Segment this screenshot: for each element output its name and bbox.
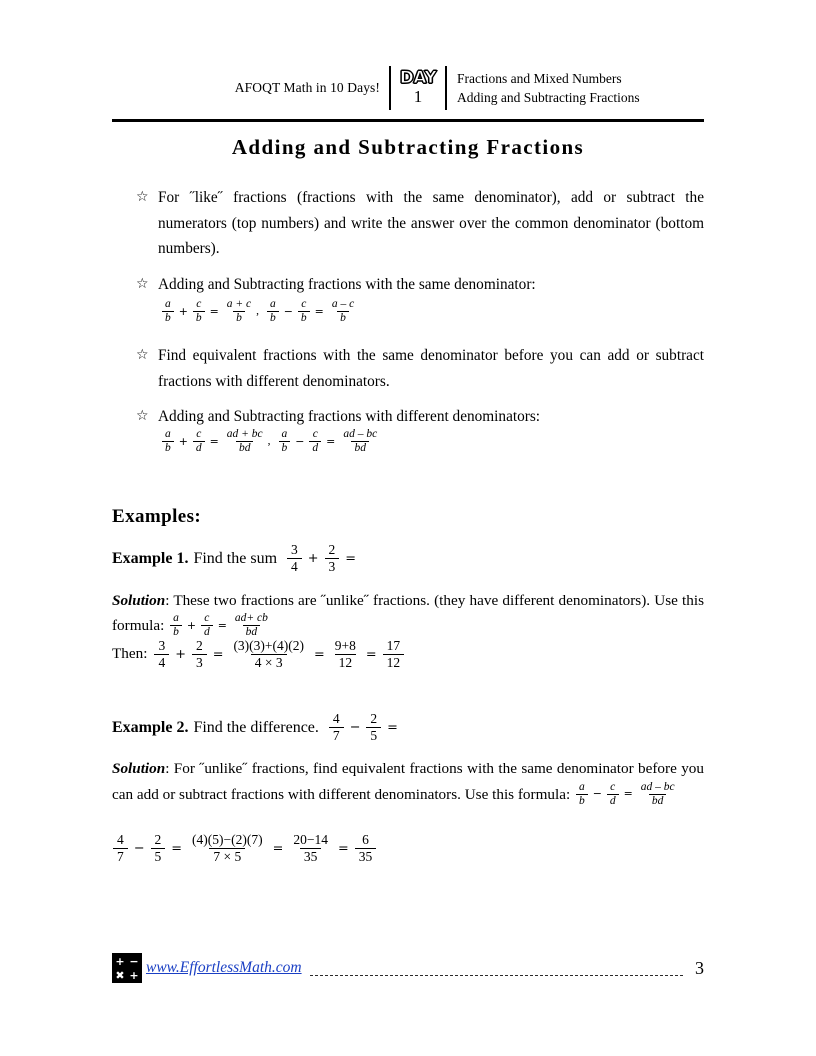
fraction-numerator: a: [165, 298, 171, 310]
example-2-solution: [112, 756, 704, 808]
equals-operator: =: [272, 840, 284, 856]
fraction: [340, 428, 380, 455]
logo-minus-icon: −: [129, 954, 139, 968]
effortless-math-logo-icon: [112, 953, 142, 983]
fraction-denominator: 4: [287, 558, 302, 575]
page-number: 3: [695, 957, 704, 978]
header-divider: [112, 119, 704, 122]
minus-operator: −: [349, 719, 361, 735]
example-2-question: [112, 712, 401, 744]
fraction-denominator: 7: [113, 848, 128, 865]
fraction-numerator: ad – bc: [343, 428, 378, 440]
list-item-text: For ˝like˝ fractions (fractions with the same denominator), add or subtract the numerators (top numbers) and write the answer over the common denominator (bottom numbers).: [158, 189, 704, 257]
example-1-label: Example 1.: [112, 550, 189, 568]
fraction-numerator: a + c: [226, 298, 252, 310]
fraction-denominator: b: [162, 311, 174, 325]
fraction-denominator: 3: [325, 558, 340, 575]
fraction-denominator: d: [201, 625, 213, 639]
fraction-numerator: 9+8: [334, 638, 356, 653]
fraction-denominator: bd: [351, 441, 369, 455]
fraction-numerator: a – c: [331, 298, 355, 310]
star-icon: ☆: [136, 347, 149, 363]
header-topic-line1: Fractions and Mixed Numbers: [457, 70, 622, 86]
fraction: [188, 832, 267, 864]
plus-operator: +: [178, 304, 188, 318]
fraction: [193, 428, 205, 455]
fraction-denominator: b: [193, 311, 205, 325]
fraction: [154, 638, 169, 670]
solution-label: Solution: [112, 760, 166, 777]
fraction: [201, 612, 213, 639]
fraction-denominator: 7 × 5: [209, 848, 245, 865]
fraction-denominator: b: [267, 311, 279, 325]
example-2-expression: [326, 711, 401, 743]
fraction-denominator: bd: [236, 441, 254, 455]
example-1-expression: [284, 542, 359, 574]
header-book-title: AFOQT Math in 10 Days!: [234, 80, 380, 95]
equals-operator: =: [314, 646, 325, 662]
fraction: [162, 428, 174, 455]
fraction-numerator: 2: [195, 638, 203, 653]
star-icon: ☆: [136, 275, 149, 292]
minus-operator: −: [295, 434, 305, 448]
logo-divide-icon: +: [129, 968, 139, 982]
example-1-work: [112, 638, 407, 670]
fraction: [287, 542, 302, 574]
fraction-denominator: 5: [366, 727, 381, 744]
fraction-numerator: 2: [328, 542, 336, 557]
fraction: [151, 832, 166, 864]
example-1-prompt: Find the sum: [193, 550, 278, 568]
minus-operator: −: [133, 840, 145, 856]
page-title: Adding and Subtracting Fractions: [231, 135, 585, 159]
fraction-denominator: 12: [383, 654, 405, 671]
separator: ,: [267, 435, 271, 448]
fraction: [329, 298, 357, 325]
example-1-question: [112, 543, 359, 575]
formula-same-denominator: [160, 298, 359, 325]
website-link[interactable]: www.EffortlessMath.com: [146, 959, 302, 976]
list-item-text: Adding and Subtracting fractions with the same denominator:: [158, 275, 536, 293]
fraction: [366, 711, 381, 743]
example-2-work: [110, 832, 379, 864]
fraction-numerator: c: [610, 780, 616, 793]
fraction: [267, 298, 279, 325]
solution-label: Solution: [112, 592, 166, 609]
fraction-numerator: (3)(3)+(4)(2): [233, 638, 305, 653]
fraction-denominator: b: [337, 311, 349, 325]
equals-operator: =: [623, 787, 633, 801]
fraction: [229, 638, 308, 670]
fraction-denominator: b: [233, 311, 245, 325]
fraction-numerator: 2: [154, 832, 162, 847]
equals-operator: =: [209, 304, 219, 318]
fraction-denominator: bd: [243, 625, 261, 639]
solution-text: : These two fractions are ˝unlike˝ fractions. (they have different denominators). Use this formula:: [112, 592, 704, 634]
fraction-denominator: 35: [300, 848, 322, 865]
fraction: [325, 542, 340, 574]
fraction-numerator: 4: [332, 711, 340, 726]
fraction-numerator: a: [173, 612, 179, 625]
fraction-numerator: ad + bc: [226, 428, 263, 440]
equals-operator: =: [337, 840, 349, 856]
minus-operator: −: [283, 304, 293, 318]
example-2-solution-formula: [574, 781, 680, 808]
equals-operator: =: [314, 304, 324, 318]
equals-operator: =: [212, 646, 224, 662]
star-icon: ☆: [136, 408, 149, 424]
fraction: [309, 428, 321, 455]
fraction: [298, 298, 310, 325]
header-topic: [447, 66, 704, 110]
fraction-numerator: 6: [362, 832, 369, 847]
fraction-denominator: b: [576, 794, 588, 808]
separator: ,: [256, 305, 260, 318]
fraction-denominator: 5: [151, 848, 166, 865]
fraction-numerator: c: [204, 612, 210, 625]
fraction-denominator: 35: [355, 848, 377, 865]
fraction-numerator: c: [196, 298, 202, 310]
formula-different-denominators: [160, 428, 382, 455]
fraction: [289, 832, 332, 864]
fraction-denominator: d: [309, 441, 321, 455]
example-1-solution-formula: [168, 612, 273, 639]
fraction: [279, 428, 291, 455]
fraction-numerator: 2: [370, 711, 378, 726]
fraction: [192, 638, 207, 670]
logo-plus-icon: +: [115, 954, 125, 968]
fraction-denominator: 12: [335, 654, 357, 671]
fraction: [331, 638, 360, 670]
fraction: [329, 711, 344, 743]
header-day-number: 1: [413, 87, 423, 107]
solution-text: : For ˝unlike˝ fractions, find equivalent fractions with the same denominator before you can add or subtract fractions with different denominators. Use this formula:: [112, 760, 704, 803]
header-day-badge: [389, 66, 447, 110]
fraction: [607, 781, 619, 808]
fraction-denominator: 3: [192, 654, 207, 671]
equals-operator: =: [326, 434, 336, 448]
equals-operator: =: [171, 840, 182, 856]
equals-operator: =: [387, 719, 398, 735]
list-item-text: Find equivalent fractions with the same denominator before you can add or subtract fractions with different denominators.: [158, 347, 704, 390]
fraction-numerator: 4: [117, 832, 124, 847]
fraction-denominator: b: [162, 441, 174, 455]
fraction: [224, 428, 266, 455]
fraction-denominator: d: [607, 794, 619, 808]
fraction: [193, 298, 205, 325]
fraction-numerator: c: [196, 428, 202, 440]
header-day-word: DAY: [399, 68, 437, 89]
logo-multiply-icon: ✖: [115, 968, 125, 982]
fraction-denominator: b: [279, 441, 291, 455]
plus-operator: +: [178, 434, 188, 448]
fraction-numerator: 3: [158, 638, 166, 653]
page-header: [112, 66, 704, 110]
fraction: [170, 612, 182, 639]
fraction-denominator: b: [298, 311, 310, 325]
fraction-numerator: c: [301, 298, 307, 310]
page-footer: [112, 948, 704, 988]
list-item: [136, 272, 704, 298]
plus-operator: +: [186, 619, 196, 633]
fraction-numerator: (4)(5)−(2)(7): [192, 832, 263, 847]
equals-operator: =: [365, 646, 377, 662]
fraction: [355, 832, 377, 864]
fraction-denominator: bd: [649, 794, 667, 808]
fraction-numerator: ad+ cb: [234, 612, 268, 625]
fraction-numerator: c: [312, 428, 318, 440]
fraction-numerator: ad – bc: [640, 780, 675, 793]
fraction-denominator: b: [170, 625, 182, 639]
fraction-numerator: a: [165, 428, 171, 440]
equals-operator: =: [217, 619, 227, 633]
fraction: [576, 781, 588, 808]
fraction-numerator: 17: [386, 638, 401, 653]
star-icon: ☆: [136, 189, 149, 205]
fraction-numerator: a: [578, 780, 585, 793]
fraction-denominator: 4: [154, 654, 169, 671]
header-topic-line2: Adding and Subtracting Fractions: [457, 90, 640, 105]
list-item: [136, 343, 704, 394]
fraction-numerator: a: [270, 298, 276, 310]
then-label: Then:: [112, 645, 148, 663]
fraction: [113, 832, 128, 864]
list-item: [136, 185, 704, 262]
fraction: [162, 298, 174, 325]
minus-operator: −: [592, 787, 602, 801]
example-2-prompt: Find the difference.: [193, 719, 319, 737]
examples-heading: Examples:: [112, 506, 202, 527]
plus-operator: +: [307, 550, 319, 566]
fraction-denominator: 7: [329, 727, 344, 744]
fraction: [638, 781, 678, 808]
equals-operator: =: [345, 550, 357, 566]
list-item: [136, 404, 704, 430]
fraction: [224, 298, 254, 325]
list-item-text: Adding and Subtracting fractions with different denominators:: [158, 408, 541, 425]
fraction: [232, 612, 271, 639]
example-2-label: Example 2.: [112, 719, 189, 737]
fraction-numerator: a: [281, 428, 288, 440]
footer-divider: [310, 975, 683, 976]
fraction-denominator: d: [193, 441, 205, 455]
fraction-numerator: 3: [291, 542, 298, 557]
example-1-solution: [112, 588, 704, 640]
fraction-numerator: 20−14: [293, 832, 328, 847]
plus-operator: +: [175, 646, 186, 662]
equals-operator: =: [209, 434, 219, 448]
fraction-denominator: 4 × 3: [251, 654, 287, 671]
fraction: [383, 638, 405, 670]
